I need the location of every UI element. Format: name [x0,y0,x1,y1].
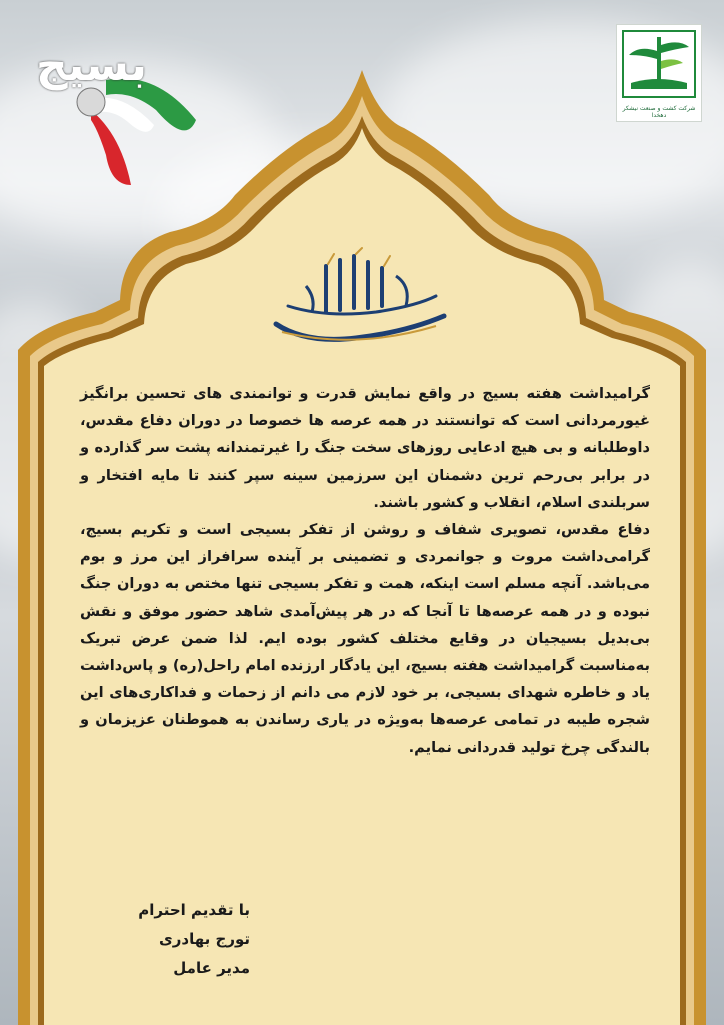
company-caption: شرکت کشت و صنعت نیشکر دهخدا [622,105,696,119]
signature-name: تورج بهادری [159,930,250,948]
letter-body [80,380,650,761]
basmala-calligraphy [266,246,452,354]
letter-paragraph-2: دفاع مقدس، تصویری شفاف و روشن از تفکر بسیجی است و تکریم بسیج، گرامی‌داشت مروت و جوانمردی و تضمینی بر آینده سرافراز این مرز و بوم می‌باشد. آنچه مسلم است اینکه، همت و تفکر بسیجی تنها مختص به دوران جنگ نبوده و در همه عرصه‌ها تا آنجا که در هر پیش‌آمدی شاهد حضور موفق و نقش بی‌بدیل بسیجیان در وقایع مختلف کشور بوده ایم. لذا ضمن عرض تبریک به‌مناسبت گرامیداشت هفته بسیج، این یادگار ارزنده امام راحل(ره) و پاس‌داشت یاد و خاطره شهدای بسیجی، بر خود لازم می دانم از زحمات و فداکاری‌های این شجره طیبه در تمامی عرصه‌ها به‌ویژه در یاری رساندن به هموطنان عزیزمان و بالندگی چرخ تولید قدردانی نمایم. [80,521,650,756]
letter-paragraph-1: گرامیداشت هفته بسیج در واقع نمایش قدرت و توانمندی های تحسین برانگیز غیورمردانی است که توانستند در همه عرصه ها خصوصا در دوران دفاع مقدس، داوطلبانه و بی هیچ ادعایی روزهای سخت جنگ را غیرتمندانه پشت سر گذارده و در برابر بی‌رحم ترین دشمنان این سرزمین سینه سپر کنند تا مایه افتخار و سربلندی اسلام، انقلاب و کشور باشند. [80,385,650,511]
company-logo [616,24,702,122]
sugarcane-icon [617,25,701,105]
signature-title: مدیر عامل [173,959,250,977]
basij-logo [36,40,206,190]
signature-closing: با تقدیم احترام [138,901,250,919]
signature-block [60,896,250,983]
basij-logo-text: بسیج [36,40,147,91]
